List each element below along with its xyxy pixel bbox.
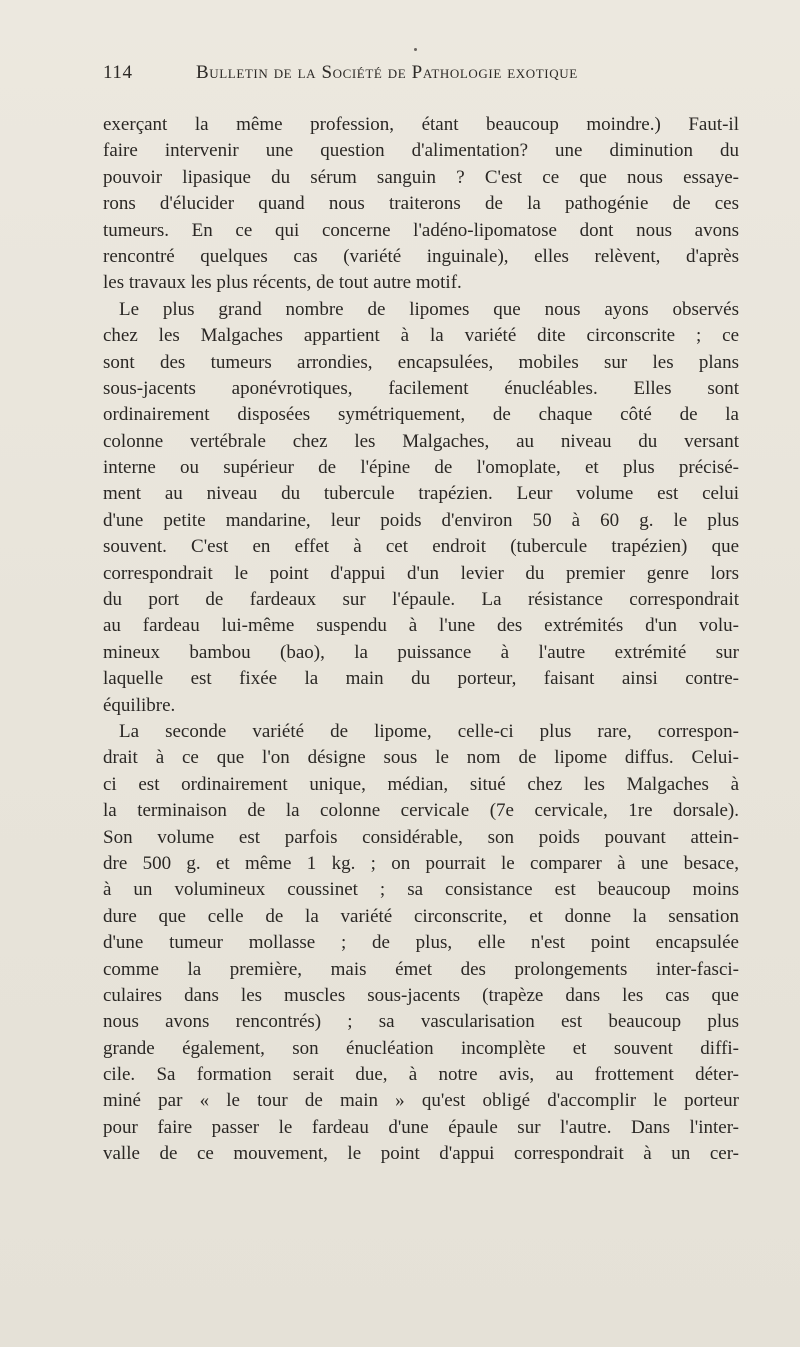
text-line: à un volumineux coussinet ; sa consistance est beaucoup moins <box>103 879 739 901</box>
running-title: Bulletin de la Société de Pathologie exotique <box>196 62 578 83</box>
text-line: ci est ordinairement unique, médian, situé chez les Malgaches à <box>103 773 739 795</box>
text-line: culaires dans les muscles sous-jacents (trapèze dans les cas que <box>103 984 739 1006</box>
text-line: ordinairement disposées symétriquement, de chaque côté de la <box>103 404 739 426</box>
text-line: rons d'élucider quand nous traiterons de la pathogénie de ces <box>103 193 739 215</box>
print-speck <box>414 48 417 51</box>
text-line: Le plus grand nombre de lipomes que nous ayons observés <box>119 298 739 320</box>
text-line: nous avons rencontrés) ; sa vascularisation est beaucoup plus <box>103 1011 739 1033</box>
running-header <box>103 62 663 92</box>
text-line: équilibre. <box>103 694 176 716</box>
text-line: interne ou supérieur de l'épine de l'omoplate, et plus précisé- <box>103 457 739 479</box>
body-text <box>103 112 739 1168</box>
text-line: La seconde variété de lipome, celle-ci plus rare, correspon- <box>119 720 739 742</box>
page-number: 114 <box>103 62 133 83</box>
text-line: ment au niveau du tubercule trapézien. Leur volume est celui <box>103 483 739 505</box>
text-line: du port de fardeaux sur l'épaule. La résistance correspondrait <box>103 589 739 611</box>
text-line: pour faire passer le fardeau d'une épaule sur l'autre. Dans l'inter- <box>103 1116 739 1138</box>
text-line: mineux bambou (bao), la puissance à l'autre extrémité sur <box>103 641 739 663</box>
text-line: dure que celle de la variété circonscrite, et donne la sensation <box>103 905 739 927</box>
text-line: la terminaison de la colonne cervicale (7e cervicale, 1re dorsale). <box>103 800 739 822</box>
text-line: valle de ce mouvement, le point d'appui correspondrait à un cer- <box>103 1143 739 1165</box>
text-line: d'une petite mandarine, leur poids d'environ 50 à 60 g. le plus <box>103 509 739 531</box>
text-line: dre 500 g. et même 1 kg. ; on pourrait le comparer à une besace, <box>103 852 739 874</box>
text-line: pouvoir lipasique du sérum sanguin ? C'est ce que nous essaye- <box>103 166 739 188</box>
text-line: faire intervenir une question d'alimentation? une diminution du <box>103 140 739 162</box>
text-line: correspondrait le point d'appui d'un levier du premier genre lors <box>103 562 739 584</box>
text-line: grande également, son énucléation incomplète et souvent diffi- <box>103 1037 739 1059</box>
text-line: cile. Sa formation serait due, à notre avis, au frottement déter- <box>103 1064 739 1086</box>
text-line: exerçant la même profession, étant beaucoup moindre.) Faut-il <box>103 114 739 135</box>
text-line: drait à ce que l'on désigne sous le nom de lipome diffus. Celui- <box>103 747 739 769</box>
text-line: d'une tumeur mollasse ; de plus, elle n'est point encapsulée <box>103 932 739 954</box>
text-line: au fardeau lui-même suspendu à l'une des extrémités d'un volu- <box>103 615 739 637</box>
text-line: sous-jacents aponévrotiques, facilement énucléables. Elles sont <box>103 377 739 399</box>
text-line: miné par « le tour de main » qu'est obligé d'accomplir le porteur <box>103 1090 739 1112</box>
text-line: laquelle est fixée la main du porteur, faisant ainsi contre- <box>103 668 739 690</box>
text-line: sont des tumeurs arrondies, encapsulées, mobiles sur les plans <box>103 351 739 373</box>
text-line: rencontré quelques cas (variété inguinale), elles relèvent, d'après <box>103 245 739 267</box>
text-line: les travaux les plus récents, de tout autre motif. <box>103 272 462 294</box>
text-line: souvent. C'est en effet à cet endroit (tubercule trapézien) que <box>103 536 739 558</box>
text-line: comme la première, mais émet des prolongements inter-fasci- <box>103 958 739 980</box>
text-line: Son volume est parfois considérable, son poids pouvant attein- <box>103 826 739 848</box>
text-line: tumeurs. En ce qui concerne l'adéno-lipomatose dont nous avons <box>103 219 739 241</box>
text-line: colonne vertébrale chez les Malgaches, au niveau du versant <box>103 430 739 452</box>
text-line: chez les Malgaches appartient à la variété dite circonscrite ; ce <box>103 325 739 347</box>
